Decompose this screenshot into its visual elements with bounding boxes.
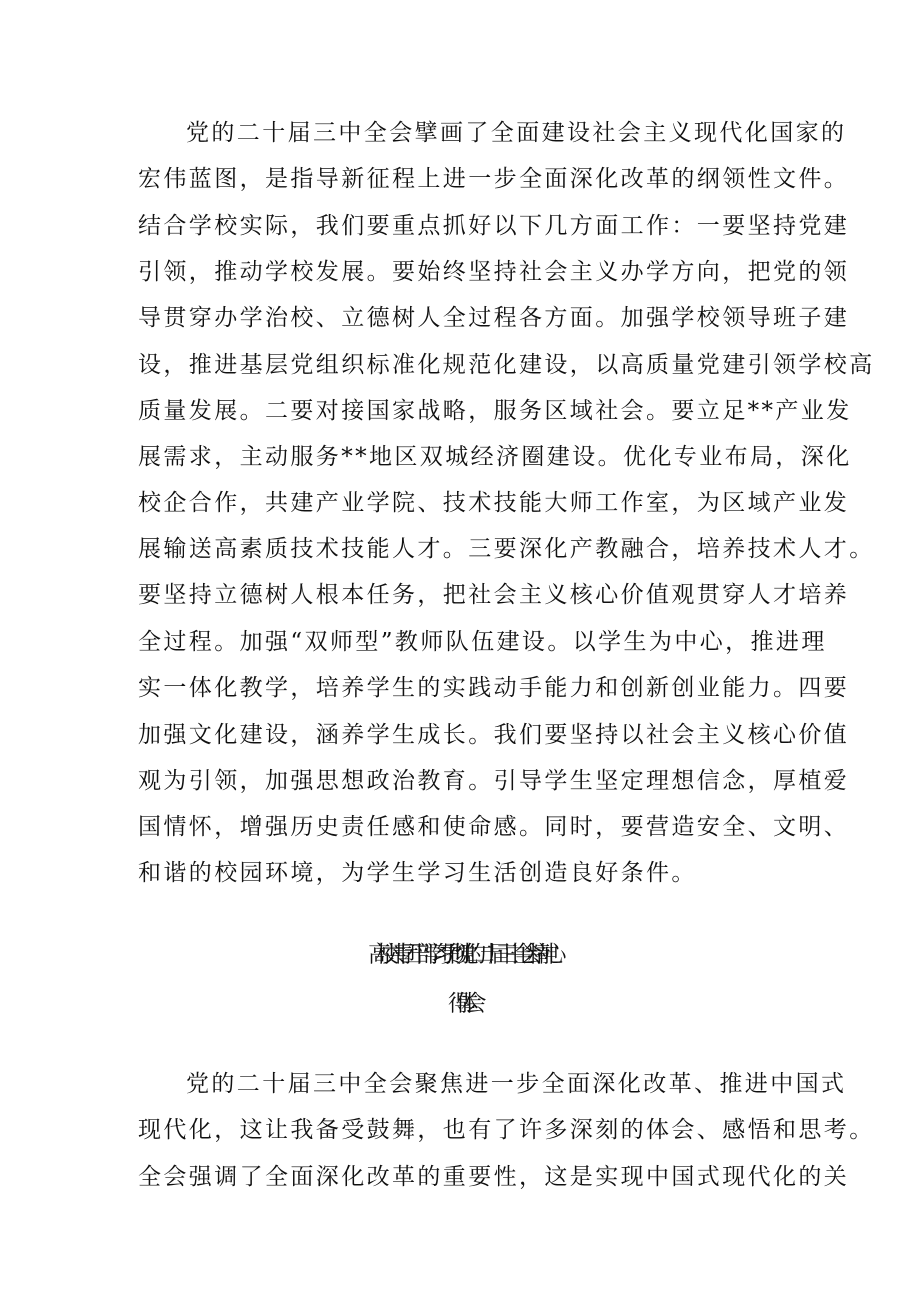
paragraph-line: 要坚持立德树人根本任务，把社会主义核心价值观贯穿人才培养 xyxy=(138,582,850,608)
paragraph-line: 展输送高素质技术技能人才。三要深化产教融合，培养技术人才。 xyxy=(138,536,875,562)
paragraph-line: 观为引领，加强思想政治教育。引导学生坚定理想信念，厚植爱 xyxy=(138,768,850,794)
paragraph-line: 校企合作，共建产业学院、技术技能大师工作室，为区域产业发 xyxy=(138,490,850,516)
paragraph-line: 质量发展。二要对接国家战略，服务区域社会。要立足**产业发 xyxy=(138,398,852,424)
paragraph-line: 和谐的校园环境，为学生学习生活创造良好条件。 xyxy=(138,860,697,886)
paragraph-line: 结合学校实际，我们要重点抓好以下几方面工作：一要坚持党建 xyxy=(138,213,850,239)
section-title-line: 高校共青团干部学习贯彻党的二十届三中全会精神心 xyxy=(367,942,552,968)
paragraph-line: 设，推进基层党组织标准化规范化建设，以高质量党建引领学校高 xyxy=(138,352,875,378)
paragraph-line: 现代化，这让我备受鼓舞，也有了许多深刻的体会、感悟和思考。 xyxy=(138,1117,875,1143)
paragraph-line: 加强文化建设，涵养学生成长。我们要坚持以社会主义核心价值 xyxy=(138,722,850,748)
paragraph-line: 全会强调了全面深化改革的重要性，这是实现中国式现代化的关 xyxy=(138,1164,850,1190)
paragraph-line: 国情怀，增强历史责任感和使命感。同时，要营造安全、文明、 xyxy=(138,814,850,840)
paragraph-line: 引领，推动学校发展。要始终坚持社会主义办学方向，把党的领 xyxy=(138,259,850,285)
paragraph-line: 全过程。加强“双师型”教师队伍建设。以学生为中心，推进理 xyxy=(138,629,827,655)
paragraph-line: 导贯穿办学治校、立德树人全过程各方面。加强学校领导班子建 xyxy=(138,305,850,331)
section-title-line: 得体会 xyxy=(447,991,472,1017)
paragraph-line: 宏伟蓝图，是指导新征程上进一步全面深化改革的纲领性文件。 xyxy=(138,166,850,192)
paragraph-line: 党的二十届三中全会擘画了全面建设社会主义现代化国家的 xyxy=(186,120,847,146)
paragraph-line: 党的二十届三中全会聚焦进一步全面深化改革、推进中国式 xyxy=(186,1071,847,1097)
paragraph-line: 实一体化教学，培养学生的实践动手能力和创新创业能力。四要 xyxy=(138,675,850,701)
paragraph-line: 展需求，主动服务**地区双城经济圈建设。优化专业布局，深化 xyxy=(138,444,852,470)
